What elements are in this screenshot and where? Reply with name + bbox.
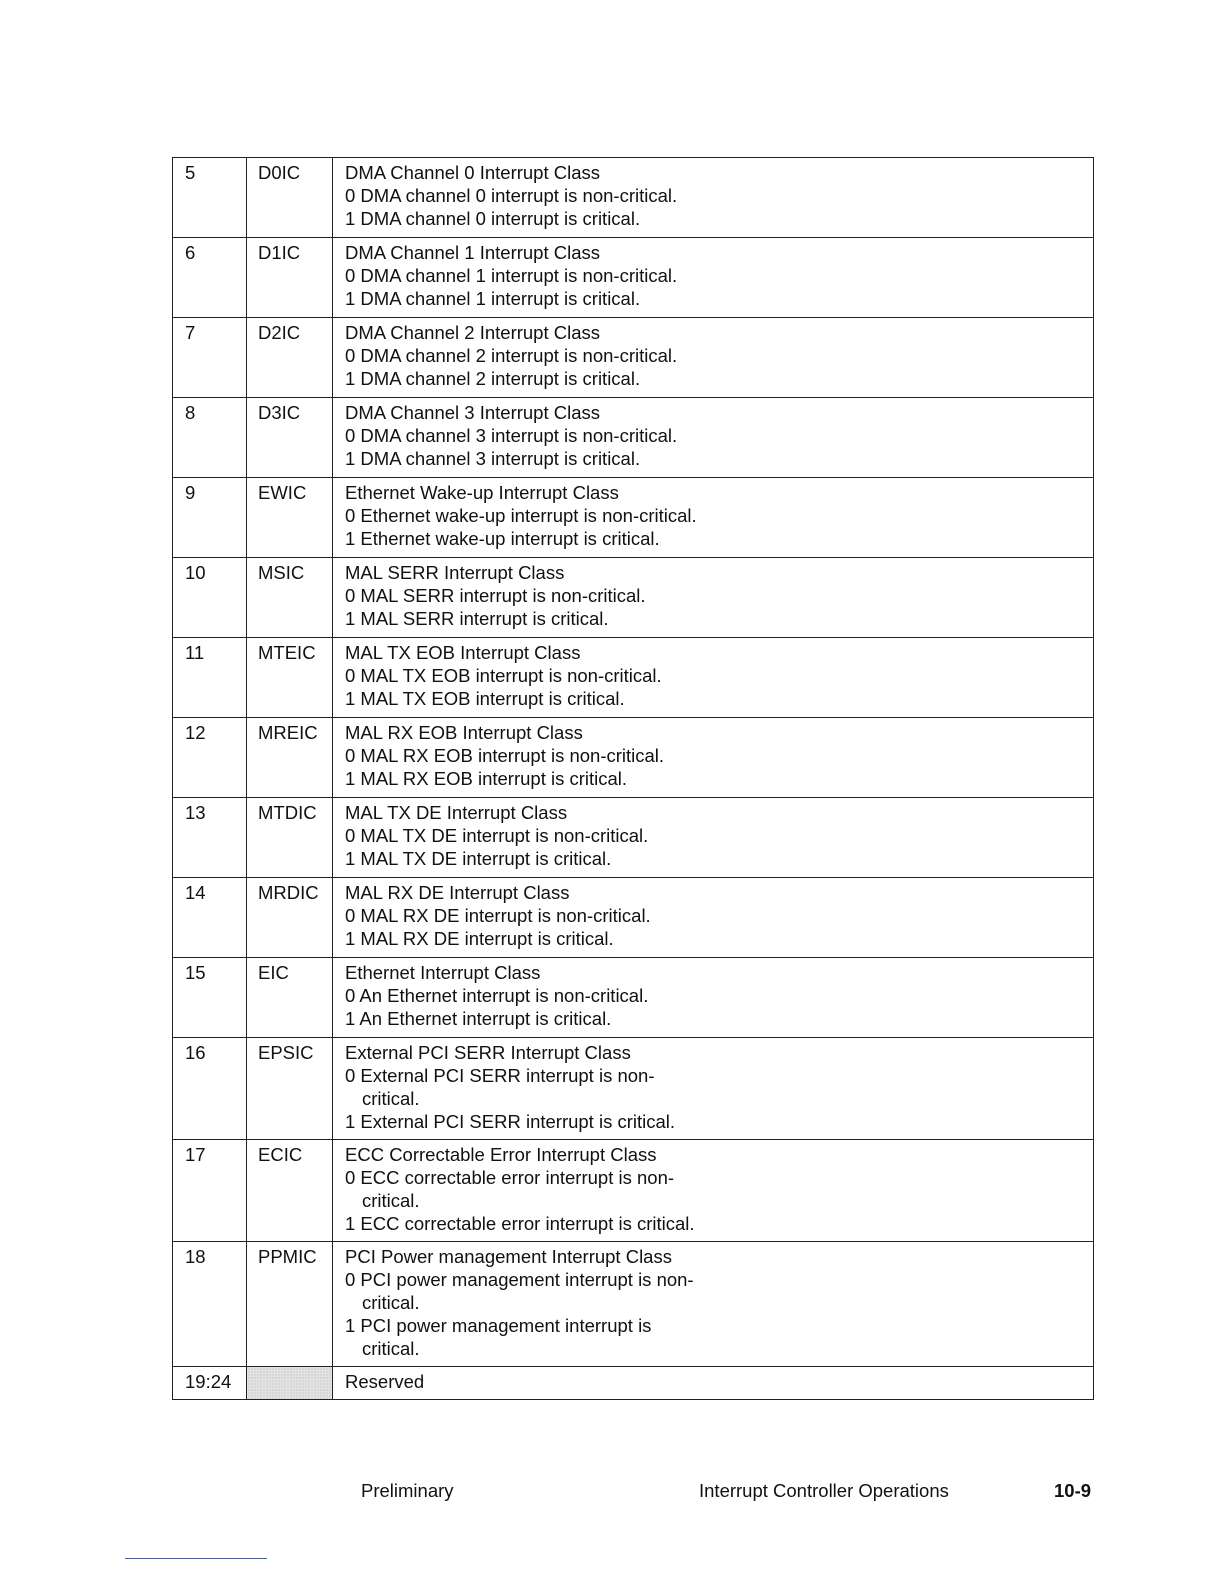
option-0: 0 ECC correctable error interrupt is non-critical. [345, 1167, 675, 1211]
table-row [173, 478, 1094, 558]
option-0: 0 MAL RX DE interrupt is non-critical. [345, 905, 651, 926]
description-cell [333, 318, 1094, 398]
footer-page-number: 10-9 [1054, 1480, 1092, 1501]
field-name-cell: MSIC [247, 558, 333, 638]
option-1: 1 External PCI SERR interrupt is critical. [345, 1111, 676, 1132]
field-name-cell: MTEIC [247, 638, 333, 718]
table-row-reserved [173, 1367, 1094, 1400]
table-row [173, 1038, 1094, 1140]
field-name-cell: EIC [247, 958, 333, 1038]
field-title: Ethernet Wake-up Interrupt Class [345, 482, 619, 503]
bit-cell: 17 [173, 1140, 247, 1242]
option-1: 1 An Ethernet interrupt is critical. [345, 1008, 612, 1029]
field-name-cell: D0IC [247, 158, 333, 238]
field-title: MAL TX DE Interrupt Class [345, 802, 568, 823]
description-cell: Reserved [333, 1367, 1094, 1400]
table-row [173, 638, 1094, 718]
option-1: 1 DMA channel 2 interrupt is critical. [345, 368, 641, 389]
table-row [173, 398, 1094, 478]
field-title: Ethernet Interrupt Class [345, 962, 541, 983]
option-0: 0 External PCI SERR interrupt is non-critical. [345, 1065, 655, 1109]
bit-cell: 18 [173, 1242, 247, 1367]
table-row [173, 558, 1094, 638]
table-row [173, 958, 1094, 1038]
option-0: 0 DMA channel 3 interrupt is non-critical. [345, 425, 678, 446]
field-name-cell: MTDIC [247, 798, 333, 878]
field-title: MAL RX DE Interrupt Class [345, 882, 570, 903]
description-cell [333, 878, 1094, 958]
option-1: 1 MAL RX DE interrupt is critical. [345, 928, 614, 949]
field-title: DMA Channel 3 Interrupt Class [345, 402, 601, 423]
bit-cell: 9 [173, 478, 247, 558]
bit-cell: 13 [173, 798, 247, 878]
description-cell [333, 1140, 1094, 1242]
bit-cell: 11 [173, 638, 247, 718]
field-title: MAL RX EOB Interrupt Class [345, 722, 583, 743]
footer-section-title: Interrupt Controller Operations [699, 1480, 949, 1501]
option-1: 1 ECC correctable error interrupt is critical. [345, 1213, 695, 1234]
bit-cell: 12 [173, 718, 247, 798]
option-1: 1 PCI power management interrupt is critical. [345, 1315, 652, 1359]
description-cell [333, 638, 1094, 718]
bit-cell: 19:24 [173, 1367, 247, 1400]
option-0: 0 DMA channel 2 interrupt is non-critical. [345, 345, 678, 366]
option-1: 1 DMA channel 0 interrupt is critical. [345, 208, 641, 229]
field-title: MAL TX EOB Interrupt Class [345, 642, 581, 663]
table-row [173, 798, 1094, 878]
description-cell [333, 158, 1094, 238]
description-cell [333, 798, 1094, 878]
bit-cell: 8 [173, 398, 247, 478]
bit-cell: 14 [173, 878, 247, 958]
description-cell [333, 238, 1094, 318]
description-cell [333, 1038, 1094, 1140]
field-title: ECC Correctable Error Interrupt Class [345, 1144, 657, 1165]
field-name-cell: D3IC [247, 398, 333, 478]
description-cell [333, 558, 1094, 638]
option-1: 1 MAL RX EOB interrupt is critical. [345, 768, 628, 789]
bit-cell: 16 [173, 1038, 247, 1140]
table-row [173, 1242, 1094, 1367]
option-0: 0 MAL TX EOB interrupt is non-critical. [345, 665, 662, 686]
field-title: DMA Channel 0 Interrupt Class [345, 162, 601, 183]
table-row [173, 878, 1094, 958]
description-cell [333, 478, 1094, 558]
field-title: DMA Channel 2 Interrupt Class [345, 322, 601, 343]
bit-cell: 15 [173, 958, 247, 1038]
field-title: DMA Channel 1 Interrupt Class [345, 242, 601, 263]
option-1: 1 Ethernet wake-up interrupt is critical. [345, 528, 660, 549]
option-1: 1 DMA channel 1 interrupt is critical. [345, 288, 641, 309]
field-name-cell: EPSIC [247, 1038, 333, 1140]
field-name-cell: D1IC [247, 238, 333, 318]
option-0: 0 MAL SERR interrupt is non-critical. [345, 585, 646, 606]
option-1: 1 MAL SERR interrupt is critical. [345, 608, 609, 629]
field-name-cell: MREIC [247, 718, 333, 798]
field-name-cell: ECIC [247, 1140, 333, 1242]
option-1: 1 MAL TX EOB interrupt is critical. [345, 688, 625, 709]
footer-preliminary: Preliminary [361, 1480, 454, 1501]
field-name-cell: PPMIC [247, 1242, 333, 1367]
bit-cell: 10 [173, 558, 247, 638]
shaded-field-cell [247, 1367, 333, 1400]
table-row [173, 718, 1094, 798]
option-1: 1 MAL TX DE interrupt is critical. [345, 848, 612, 869]
description-cell [333, 398, 1094, 478]
table-row [173, 158, 1094, 238]
option-0: 0 MAL RX EOB interrupt is non-critical. [345, 745, 665, 766]
option-0: 0 PCI power management interrupt is non-critical. [345, 1269, 694, 1313]
option-0: 0 DMA channel 1 interrupt is non-critical. [345, 265, 678, 286]
field-name-cell: MRDIC [247, 878, 333, 958]
table-row [173, 1140, 1094, 1242]
description-cell [333, 718, 1094, 798]
option-0: 0 DMA channel 0 interrupt is non-critical. [345, 185, 678, 206]
description-cell [333, 1242, 1094, 1367]
bottom-rule [125, 1558, 267, 1559]
bit-cell: 7 [173, 318, 247, 398]
option-1: 1 DMA channel 3 interrupt is critical. [345, 448, 641, 469]
table-row [173, 238, 1094, 318]
option-0: 0 An Ethernet interrupt is non-critical. [345, 985, 649, 1006]
table-row [173, 318, 1094, 398]
field-title: External PCI SERR Interrupt Class [345, 1042, 631, 1063]
register-bit-table [172, 157, 1094, 1400]
bit-cell: 5 [173, 158, 247, 238]
bit-cell: 6 [173, 238, 247, 318]
description-cell [333, 958, 1094, 1038]
field-name-cell: EWIC [247, 478, 333, 558]
field-name-cell: D2IC [247, 318, 333, 398]
field-title: PCI Power management Interrupt Class [345, 1246, 672, 1267]
option-0: 0 MAL TX DE interrupt is non-critical. [345, 825, 649, 846]
field-title: MAL SERR Interrupt Class [345, 562, 565, 583]
option-0: 0 Ethernet wake-up interrupt is non-critical. [345, 505, 697, 526]
